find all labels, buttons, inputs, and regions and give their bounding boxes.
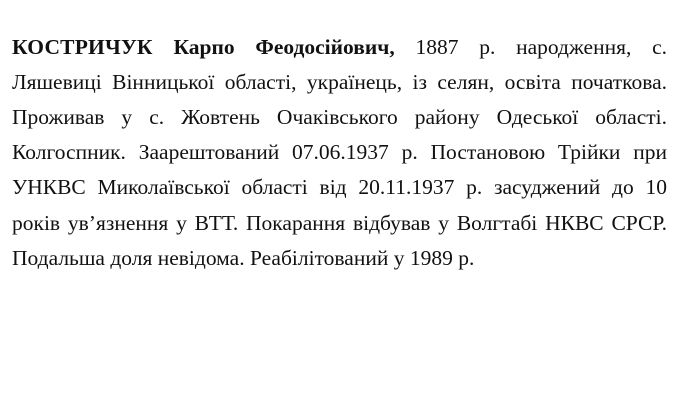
biographical-entry [12, 30, 667, 276]
entry-given-name: Карпо Феодосійович, [173, 34, 395, 59]
entry-body-text: 1887 р. народження, с. Ляшевиці Вінницької області, українець, із селян, освіта початкова. Проживав у с. Жовтень Очаківського району Одеської області. Колгоспник. Заарештований 07.06.1937 р. Постановою Трійки при УНКВС Миколаївської області від 20.11.1937 р. засуджений до 10 років ув’язнення у ВТТ. Покарання відбував у Волгтабі НКВС СРСР. Подальша доля невідома. Реабілітований у 1989 р. [12, 34, 668, 270]
entry-surname: КОСТРИЧУК [12, 34, 153, 59]
